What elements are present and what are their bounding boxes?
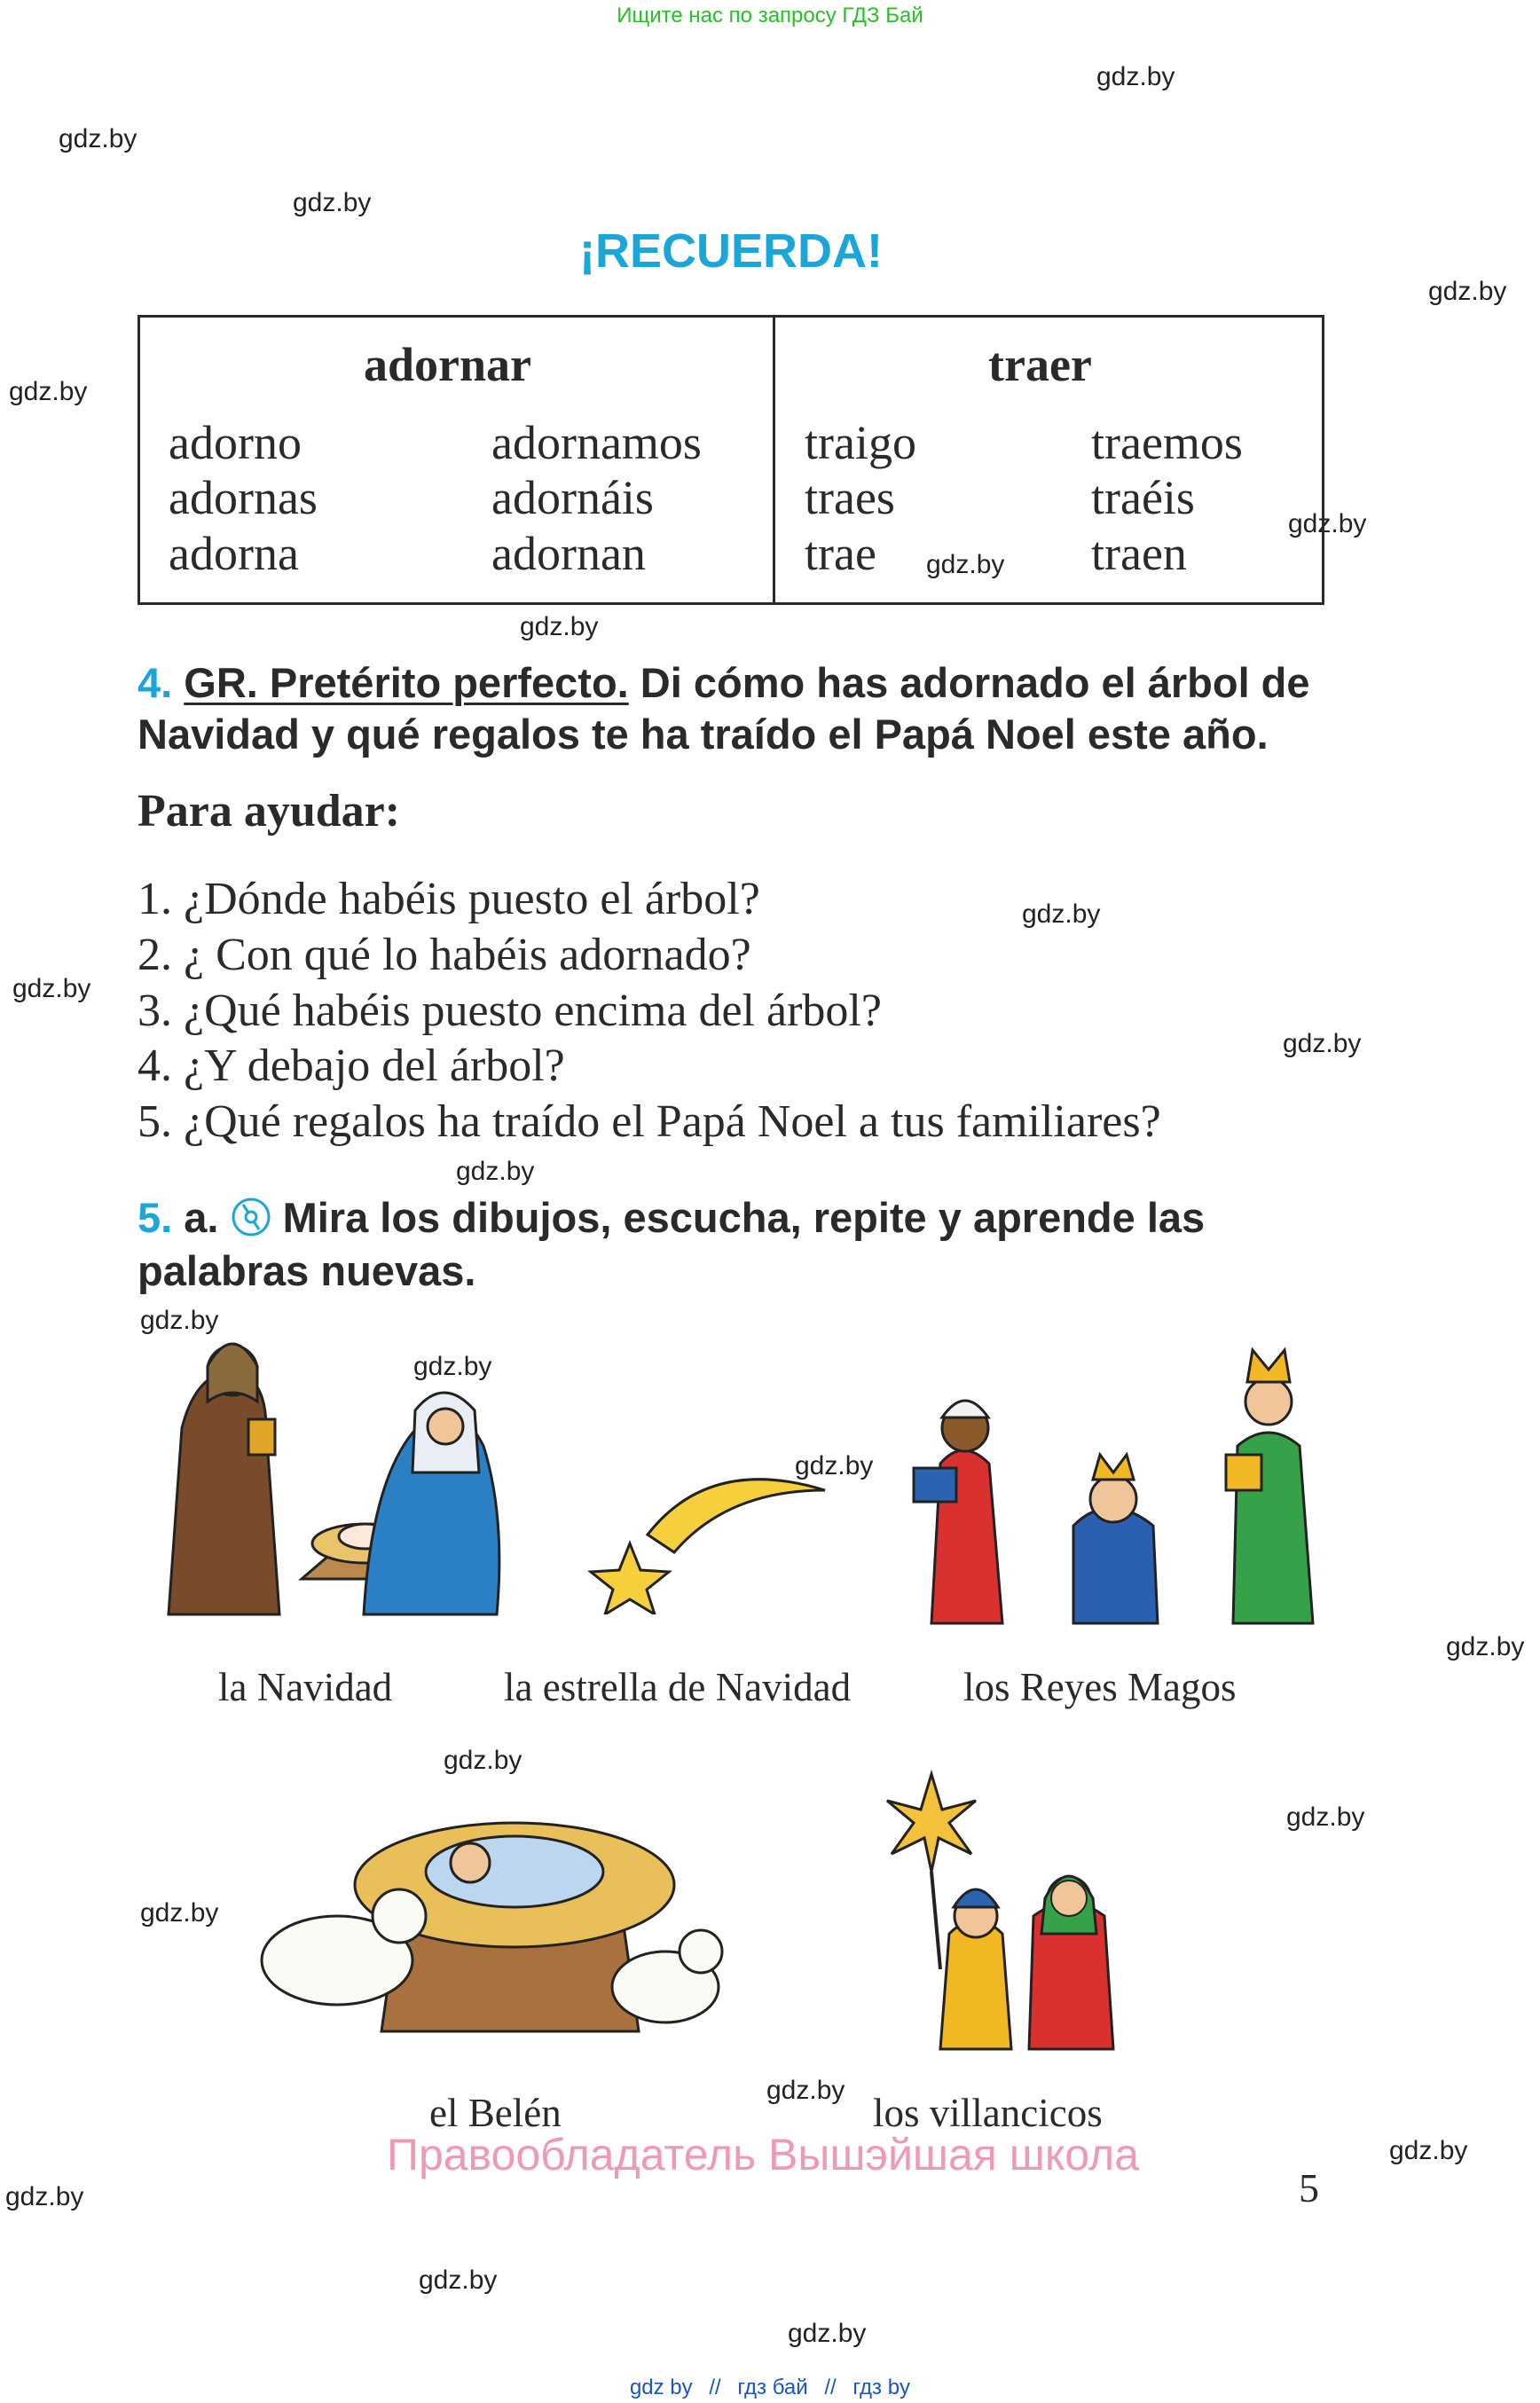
copyright-owner: Правообладатель Вышэйшая школа	[387, 2130, 1139, 2179]
footer-link[interactable]: гдз by	[852, 2376, 911, 2399]
watermark: gdz.by	[419, 2266, 498, 2295]
caption-villancicos: los villancicos	[873, 2091, 1103, 2135]
christmas-star-illustration	[585, 1437, 834, 1614]
verb-form: adornáis	[491, 471, 654, 524]
watermark: gdz.by	[1428, 277, 1507, 306]
belen-illustration	[248, 1783, 727, 2049]
verb-form: adorna	[169, 527, 299, 580]
verb-form: traes	[805, 471, 895, 524]
exercise-4-line-1	[138, 658, 1310, 707]
exercise-number: 4.	[138, 659, 173, 706]
verb-form: adorno	[169, 416, 302, 469]
watermark: gdz.by	[413, 1352, 492, 1381]
watermark: gdz.by	[788, 2319, 867, 2348]
exercise-5-line-1	[138, 1193, 1205, 1242]
watermark: gdz.by	[1446, 1632, 1525, 1661]
nativity-illustration	[133, 1322, 506, 1623]
caption-navidad: la Navidad	[218, 1665, 393, 1709]
watermark: gdz.by	[766, 2076, 845, 2105]
question-item: 4. ¿Y debajo del árbol?	[138, 1041, 565, 1091]
page-number: 5	[1299, 2165, 1319, 2211]
verb-form: adornamos	[491, 416, 702, 469]
watermark: gdz.by	[5, 2182, 84, 2211]
watermark: gdz.by	[456, 1157, 535, 1186]
help-title: Para ayudar:	[138, 786, 401, 836]
verb-form: traen	[1091, 527, 1187, 580]
watermark: gdz.by	[12, 974, 91, 1003]
villancicos-illustration	[878, 1765, 1144, 2058]
watermark: gdz.by	[1286, 1802, 1365, 1832]
table-divider	[773, 315, 775, 605]
verb-form: adornan	[491, 527, 646, 580]
watermark: gdz.by	[1283, 1029, 1362, 1058]
watermark: gdz.by	[795, 1451, 874, 1480]
footer-separator: //	[824, 2376, 837, 2399]
verb-form: trae	[805, 527, 876, 580]
watermark: gdz.by	[293, 188, 372, 217]
question-item: 5. ¿Qué regalos ha traído el Papá Noel a tus familiares?	[138, 1096, 1161, 1147]
exercise-number: 5.	[138, 1194, 173, 1241]
watermark: gdz.by	[140, 1306, 219, 1335]
watermark: gdz.by	[140, 1898, 219, 1928]
verb-form: traéis	[1091, 471, 1195, 524]
recuerda-title: ¡RECUERDA!	[579, 224, 883, 278]
watermark: gdz.by	[520, 612, 599, 641]
instruction-text: Di cómo has adornado el árbol de	[640, 659, 1310, 706]
caption-reyes-magos: los Reyes Magos	[963, 1665, 1237, 1709]
verb-heading-adornar: adornar	[364, 338, 531, 391]
caption-estrella: la estrella de Navidad	[504, 1665, 852, 1709]
question-item: 2. ¿ Con qué lo habéis adornado?	[138, 930, 751, 980]
verb-form: adornas	[169, 471, 318, 524]
exercise-letter: a.	[184, 1194, 219, 1241]
watermark: gdz.by	[1389, 2136, 1468, 2165]
caption-belen: el Belén	[429, 2091, 562, 2135]
watermark: gdz.by	[444, 1746, 522, 1775]
verb-form: traigo	[805, 416, 916, 469]
question-item: 1. ¿Dónde habéis puesto el árbol?	[138, 874, 760, 924]
watermark: gdz.by	[9, 377, 88, 406]
verb-form: traemos	[1091, 416, 1243, 469]
watermark: gdz.by	[926, 550, 1005, 579]
instruction-text: Mira los dibujos, escucha, repite y aprende las	[282, 1194, 1206, 1241]
bottom-links	[0, 2376, 1540, 2400]
verb-heading-traer: traer	[988, 338, 1092, 391]
exercise-4-line-2: Navidad y qué regalos te ha traído el Papá Noel este año.	[138, 711, 1269, 758]
watermark: gdz.by	[1096, 62, 1175, 91]
three-kings-illustration	[896, 1331, 1331, 1632]
audio-disc-icon[interactable]	[231, 1197, 271, 1237]
question-item: 3. ¿Qué habéis puesto encima del árbol?	[138, 986, 882, 1036]
watermark: gdz.by	[1288, 509, 1367, 538]
footer-separator: //	[709, 2376, 721, 2399]
footer-link[interactable]: гдз бай	[737, 2376, 808, 2399]
footer-link[interactable]: gdz by	[629, 2376, 693, 2399]
top-banner[interactable]: Ищите нас по запросу ГДЗ Бай	[617, 4, 923, 27]
grammar-label: GR. Pretérito perfecto.	[184, 659, 629, 706]
watermark: gdz.by	[59, 124, 138, 153]
exercise-5-line-2: palabras nuevas.	[138, 1247, 476, 1294]
watermark: gdz.by	[1022, 899, 1101, 929]
